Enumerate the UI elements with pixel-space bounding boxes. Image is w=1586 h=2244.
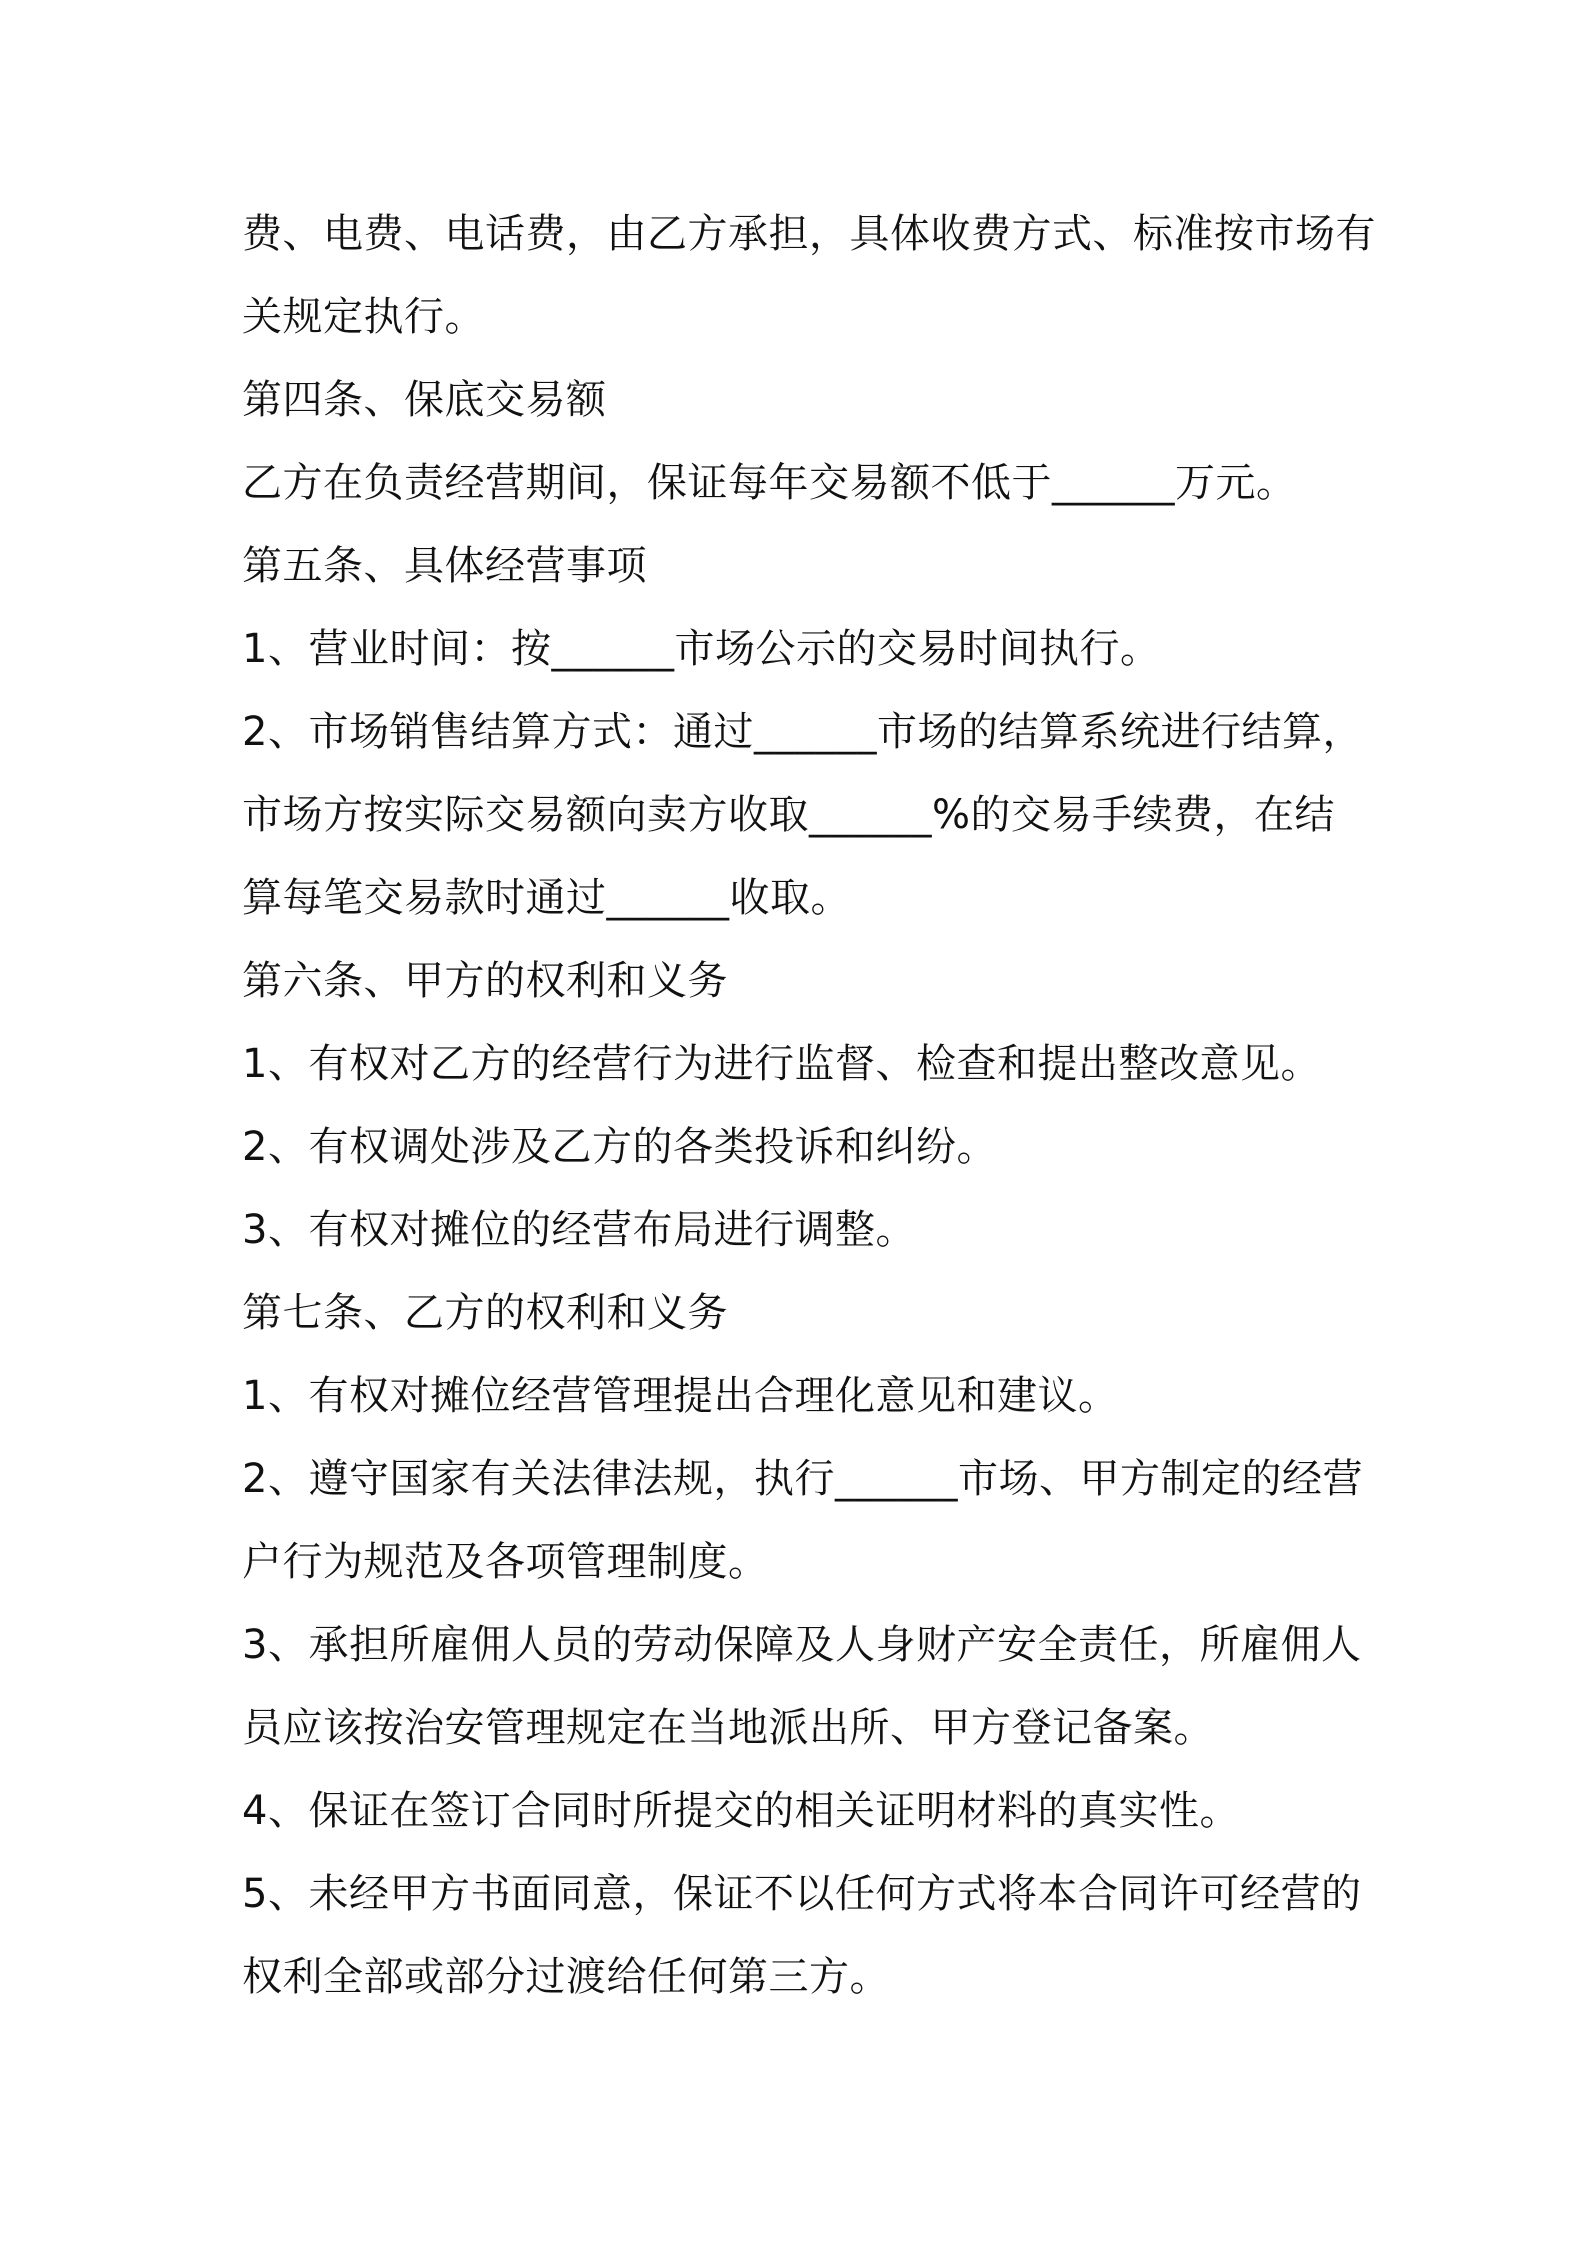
article-heading: 第七条、乙方的权利和义务 <box>242 1290 728 1336</box>
text-line: 员应该按治安管理规定在当地派出所、甲方登记备案。 <box>242 1705 1214 1751</box>
document-body <box>242 193 1376 2019</box>
article-heading: 第六条、甲方的权利和义务 <box>242 958 728 1004</box>
text-line: 市场方按实际交易额向卖方收取______%的交易手续费，在结 <box>242 792 1336 838</box>
text-line: 费、电费、电话费，由乙方承担，具体收费方式、标准按市场有 <box>242 211 1376 257</box>
article-heading: 第五条、具体经营事项 <box>242 543 647 589</box>
text-line: 2、市场销售结算方式：通过______市场的结算系统进行结算， <box>242 709 1363 755</box>
text-line: 2、有权调处涉及乙方的各类投诉和纠纷。 <box>242 1124 997 1170</box>
text-line: 1、营业时间：按______市场公示的交易时间执行。 <box>242 626 1161 672</box>
text-line: 3、承担所雇佣人员的劳动保障及人身财产安全责任，所雇佣人 <box>242 1622 1362 1668</box>
text-line: 算每笔交易款时通过______收取。 <box>242 875 851 921</box>
article-heading: 第四条、保底交易额 <box>242 377 607 423</box>
text-line: 1、有权对摊位经营管理提出合理化意见和建议。 <box>242 1373 1119 1419</box>
text-line: 关规定执行。 <box>242 294 485 340</box>
text-line: 5、未经甲方书面同意，保证不以任何方式将本合同许可经营的 <box>242 1871 1362 1917</box>
text-line: 3、有权对摊位的经营布局进行调整。 <box>242 1207 916 1253</box>
text-line: 户行为规范及各项管理制度。 <box>242 1539 769 1585</box>
text-line: 权利全部或部分过渡给任何第三方。 <box>242 1954 890 2000</box>
text-line: 乙方在负责经营期间，保证每年交易额不低于______万元。 <box>242 460 1297 506</box>
text-line: 4、保证在签订合同时所提交的相关证明材料的真实性。 <box>242 1788 1240 1834</box>
text-line: 2、遵守国家有关法律法规，执行______市场、甲方制定的经营 <box>242 1456 1363 1502</box>
text-line: 1、有权对乙方的经营行为进行监督、检查和提出整改意见。 <box>242 1041 1321 1087</box>
